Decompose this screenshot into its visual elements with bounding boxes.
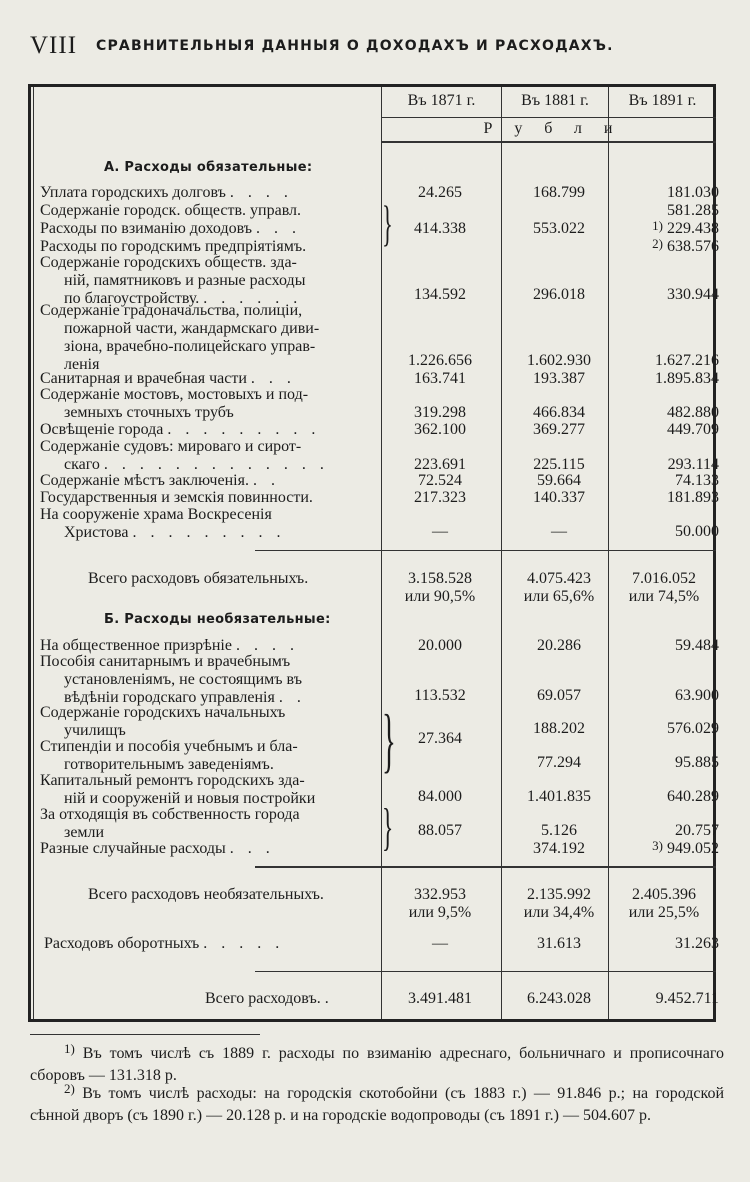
value-1881: 59.664 [537,472,581,489]
value-1881: 77.294 [537,754,581,771]
value-1891: 330.944 [667,286,719,303]
value-1881: 374.192 [533,840,585,857]
value-1881: 553.022 [533,220,585,237]
value-1881: 1.401.835 [527,788,591,805]
value-1871: 134.592 [414,286,466,303]
value-1881: 296.018 [533,286,585,303]
total-b-1871: 332.953 или 9,5% [408,886,472,921]
row-label: Содержаніе мѣстъ заключенія. . . [40,472,280,489]
value-1881: 20.286 [537,637,581,654]
value-1871: 223.691 [414,456,466,473]
value-1871: 72.524 [418,472,462,489]
grand-total-rule [255,971,716,972]
value-1871: 362.100 [414,421,466,438]
value-1871: 88.057 [418,822,462,839]
subtotal-rule-b [255,866,716,868]
row-label: Содержаніе мостовъ, мостовыхъ и под- земныхъ сточныхъ трубъ [40,386,309,421]
value-1891: $^{2)}$ 638.576 [652,236,719,255]
value-1871: 414.338 [414,220,466,237]
value-1891: 59.484 [675,637,719,654]
value-1881: 193.387 [533,370,585,387]
footnote-2: $^{2)}$ Въ томъ числѣ расходы: на городскія скотобойни (съ 1883 г.) — 91.846 р.; на городской сѣнной дворъ (съ 1890 г.) — 20.128 р. и на городскіе водопроводы (съ 1891 г.) — 504.607 р. [30,1081,725,1124]
row-label: На общественное призрѣніе . . . . [40,637,299,654]
value-1871: 1.226.656 [408,352,472,369]
value-1871: 24.265 [418,184,462,201]
row-label: Государственныя и земскія повинности. [40,489,313,506]
row-label: Стипендіи и пособія учебнымъ и бла- готворительнымъ заведеніямъ. [40,738,298,773]
brace-symbol: } [382,195,393,251]
value-1891: 181.030 [667,184,719,201]
value-1871: 20.000 [418,637,462,654]
brace-symbol: } [382,799,394,856]
total-b-1891: 2.405.396 или 25,5% [628,886,700,921]
row-label: Расходы по городскимъ предпріятіямъ. [40,238,307,255]
value-1881: 225.115 [533,456,585,473]
value-1891: 581.285 [667,202,719,219]
column-header-1871: Въ 1871 г. [407,92,476,109]
value-1881: 69.057 [537,687,581,704]
turnover-label: Расходовъ оборотныхъ . . . . . [44,935,285,952]
value-1871: 217.323 [414,489,466,506]
subtotal-rule-a [255,550,716,551]
total-a-1871: 3.158.528 или 90,5% [404,570,476,605]
value-1871: 319.298 [414,404,466,421]
turnover-1871: — [432,935,448,952]
footnote-mark: 2) [652,236,663,251]
value-1891: $^{3)}$ 949.052 [652,838,719,857]
footnote-separator [30,1034,260,1035]
row-label: За отходящія въ собственность города земли [40,806,300,841]
value-1891: $^{1)}$ 229.438 [652,218,719,237]
value-1881: — [551,523,567,540]
page-header [30,30,730,64]
value-1891: 576.029 [667,720,719,737]
section-heading-b: Б. Расходы необязательные: [104,612,331,627]
row-label: На сооруженіе храма Воскресенія Христова . . . . . . . . . [40,506,286,541]
value-1891: 482.880 [667,404,719,421]
value-1891: 640.289 [667,788,719,805]
value-1891: 181.893 [667,489,719,506]
row-label: Пособія санитарнымъ и врачебнымъ установленіямъ, не состоящимъ въ вѣдѣніи городскаго управленія . . [40,653,306,706]
total-b-1881: 2.135.992 или 34,4% [523,886,595,921]
value-1871: 163.741 [414,370,466,387]
value-1881: 5.126 [541,822,577,839]
year-header-rule [381,117,716,118]
total-a-1881: 4.075.423 или 65,6% [523,570,595,605]
value-1881: 466.834 [533,404,585,421]
total-label-a: Всего расходовъ обязательныхъ. [88,570,309,587]
column-rule-1881 [501,87,502,1019]
value-1891: 74.133 [675,472,719,489]
total-label-b: Всего расходовъ необязательныхъ. [88,886,324,903]
row-label: Освѣщеніе города . . . . . . . . . [40,421,321,438]
value-1871: 84.000 [418,788,462,805]
section-heading-a: А. Расходы обязательные: [104,160,313,175]
value-1891: 50.000 [675,523,719,540]
inner-left-rule [33,87,34,1019]
unit-header-rule [381,141,716,143]
footnote-mark: 2) [64,1081,75,1096]
column-header-1881: Въ 1881 г. [521,92,589,109]
value-1871: 113.532 [414,687,466,704]
brace-symbol: } [382,700,396,780]
value-1891: 95.885 [675,754,719,771]
row-label: Санитарная и врачебная части . . . [40,370,296,387]
row-label: Расходы по взиманію доходовъ . . . [40,220,302,237]
unit-header: Рубли [483,120,635,137]
value-1871: — [432,523,448,540]
row-label: Содержаніе городскихъ начальныхъ училищъ [40,704,286,739]
footnote-mark: 1) [652,218,663,233]
row-label: Содержаніе городск. обществ. управл. [40,202,302,219]
value-1881: 1.602.930 [527,352,591,369]
value-1891: 63.900 [675,687,719,704]
value-1891: 1.895.834 [655,370,719,387]
turnover-1891: 31.263 [675,935,719,952]
grand-total-1871: 3.491.481 [408,990,472,1007]
value-1891: 20.757 [675,822,719,839]
row-label: Уплата городскихъ долговъ . . . . [40,184,293,201]
page-title: СРАВНИТЕЛЬНЫЯ ДАННЫЯ О ДОХОДАХЪ И РАСХОДАХЪ. [96,38,614,54]
footnote-mark: 3) [652,838,663,853]
row-label: Содержаніе городскихъ обществ. зда- ній, памятниковъ и разные расходы по благоустройству. . . . . . . [40,254,306,307]
column-header-1891: Въ 1891 г. [628,92,697,109]
value-1881: 168.799 [533,184,585,201]
value-1891: 1.627.216 [655,352,719,369]
row-label: Капитальный ремонтъ городскихъ зда- ній и сооруженій и новыя постройки [40,772,316,807]
page-number: VIII [30,32,78,59]
row-label: Разные случайные расходы . . . [40,840,275,857]
value-1881: 188.202 [533,720,585,737]
row-label: Содержаніе градоначальства, полиціи, пожарной части, жандармскаго диви- зіона, врачебно-полицейскаго управ- ленія [40,302,320,373]
grand-total-1891: 9.452.711 [655,990,719,1007]
turnover-1881: 31.613 [537,935,581,952]
total-a-1891: 7.016.052 или 74,5% [628,570,700,605]
value-1891: 293.114 [667,456,719,473]
value-1871: 27.364 [418,730,462,747]
value-1881: 369.277 [533,421,585,438]
row-label: Содержаніе судовъ: мироваго и сирот- скаго . . . . . . . . . . . . . [40,438,329,473]
footnote-mark: 1) [64,1041,75,1056]
value-1891: 449.709 [667,421,719,438]
footnote-1: $^{1)}$ Въ томъ числѣ съ 1889 г. расходы по взиманію адреснаго, больничнаго и прописочнаго сборовъ — 131.318 р. [30,1041,725,1084]
grand-total-1881: 6.243.028 [527,990,591,1007]
value-1881: 140.337 [533,489,585,506]
grand-total-label: Всего расходовъ. . [205,990,334,1007]
